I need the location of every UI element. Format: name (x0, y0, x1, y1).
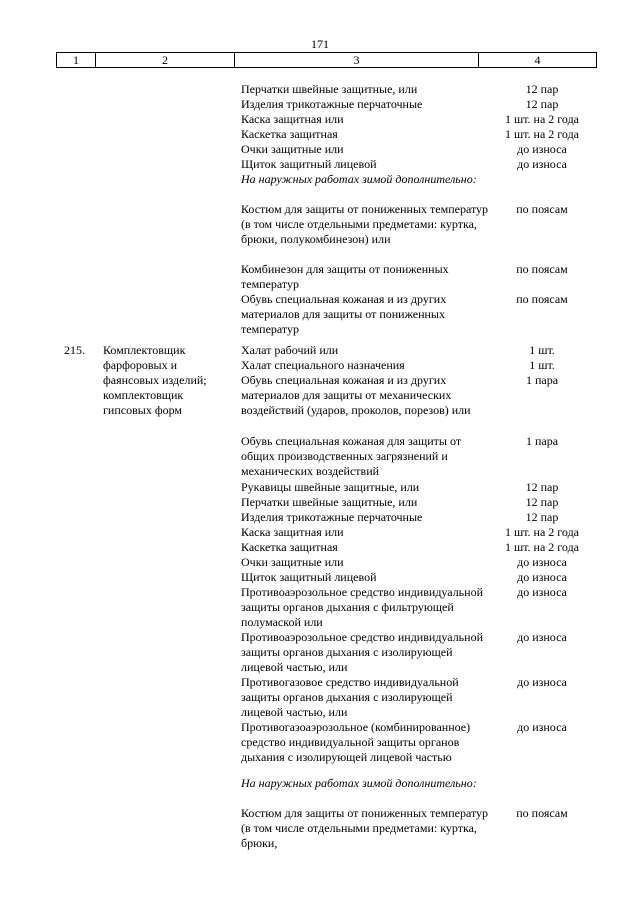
item-text: Халат рабочий или (241, 343, 339, 357)
item-norm: по поясам (516, 202, 568, 216)
item-text: Очки защитные или (241, 555, 344, 569)
item-norm: 12 пар (525, 495, 559, 509)
item-norm: до износа (517, 555, 567, 569)
item-norm: до износа (517, 720, 567, 734)
item-text: Щиток защитный лицевой (241, 570, 377, 584)
item-text: Противоаэрозольное средство индивидуальной защиты органов дыхания с изолирующей лицевой частью, или (241, 630, 483, 674)
column-header-2: 2 (96, 53, 235, 67)
item-norm: по поясам (516, 292, 568, 306)
profession-name: Комплектовщик фарфоровых и фаянсовых изделий; комплектовщик гипсовых форм (103, 343, 207, 417)
item-text: Изделия трикотажные перчаточные (241, 97, 423, 111)
item-text: Обувь специальная кожаная и из других материалов для защиты от пониженных температур (241, 292, 447, 336)
item-text: Каска защитная или (241, 525, 344, 539)
item-norm: до износа (517, 157, 567, 171)
item-text: На наружных работах зимой дополнительно: (241, 172, 477, 186)
item-norm: 1 шт. на 2 года (504, 540, 580, 554)
item-text: Халат специального назначения (241, 358, 405, 372)
item-text: Противогазовое средство индивидуальной защиты органов дыхания с изолирующей лицевой частью, или (241, 675, 459, 719)
column-header-1: 1 (57, 53, 96, 67)
column-header-3: 3 (235, 53, 479, 67)
item-text: Обувь специальная кожаная и из других материалов для защиты от механических воздействий (ударов, проколов, порезов) или (241, 373, 471, 417)
table-header (56, 52, 597, 68)
item-norm: 1 шт. на 2 года (504, 127, 580, 141)
item-norm: 1 шт. (529, 343, 555, 357)
item-norm: по поясам (516, 806, 568, 820)
item-text: Рукавицы швейные защитные, или (241, 480, 420, 494)
item-text: Перчатки швейные защитные, или (241, 82, 418, 96)
item-norm: 12 пар (525, 82, 559, 96)
item-text: Противогазоаэрозольное (комбинированное) средство индивидуальной защиты органов дыхания с изолирующей лицевой частью (241, 720, 471, 764)
item-norm: до износа (517, 585, 567, 599)
item-norm: 12 пар (525, 510, 559, 524)
item-norm: 1 шт. на 2 года (504, 112, 580, 126)
item-norm: 1 шт. на 2 года (504, 525, 580, 539)
item-norm: до износа (517, 675, 567, 689)
item-norm: 1 пара (525, 434, 559, 448)
item-text: Изделия трикотажные перчаточные (241, 510, 423, 524)
item-text: Щиток защитный лицевой (241, 157, 377, 171)
item-norm: 1 пара (525, 373, 559, 387)
entry-number: 215. (64, 343, 85, 357)
item-norm: до износа (517, 142, 567, 156)
page-number: 171 (311, 37, 329, 51)
item-norm: по поясам (516, 262, 568, 276)
column-header-4: 4 (534, 53, 541, 67)
item-text: Обувь специальная кожаная для защиты от общих производственных загрязнений и механических воздействий (241, 434, 462, 478)
item-text: Каскетка защитная (241, 540, 338, 554)
item-text: Костюм для защиты от пониженных температур (в том числе отдельными предметами: куртка, брюки, полукомбинезон) или (241, 202, 489, 246)
item-norm: 1 шт. (529, 358, 555, 372)
item-text: Комбинезон для защиты от пониженных температур (241, 262, 449, 291)
item-norm: до износа (517, 630, 567, 644)
item-text: На наружных работах зимой дополнительно: (241, 776, 477, 790)
item-norm: 12 пар (525, 97, 559, 111)
item-text: Каскетка защитная (241, 127, 338, 141)
item-text: Очки защитные или (241, 142, 344, 156)
item-norm: до износа (517, 570, 567, 584)
item-text: Противоаэрозольное средство индивидуальной защиты органов дыхания с фильтрующей полумаской или (241, 585, 483, 629)
item-text: Перчатки швейные защитные, или (241, 495, 418, 509)
item-text: Каска защитная или (241, 112, 344, 126)
item-text: Костюм для защиты от пониженных температур (в том числе отдельными предметами: куртка, брюки, (241, 806, 489, 850)
item-norm: 12 пар (525, 480, 559, 494)
